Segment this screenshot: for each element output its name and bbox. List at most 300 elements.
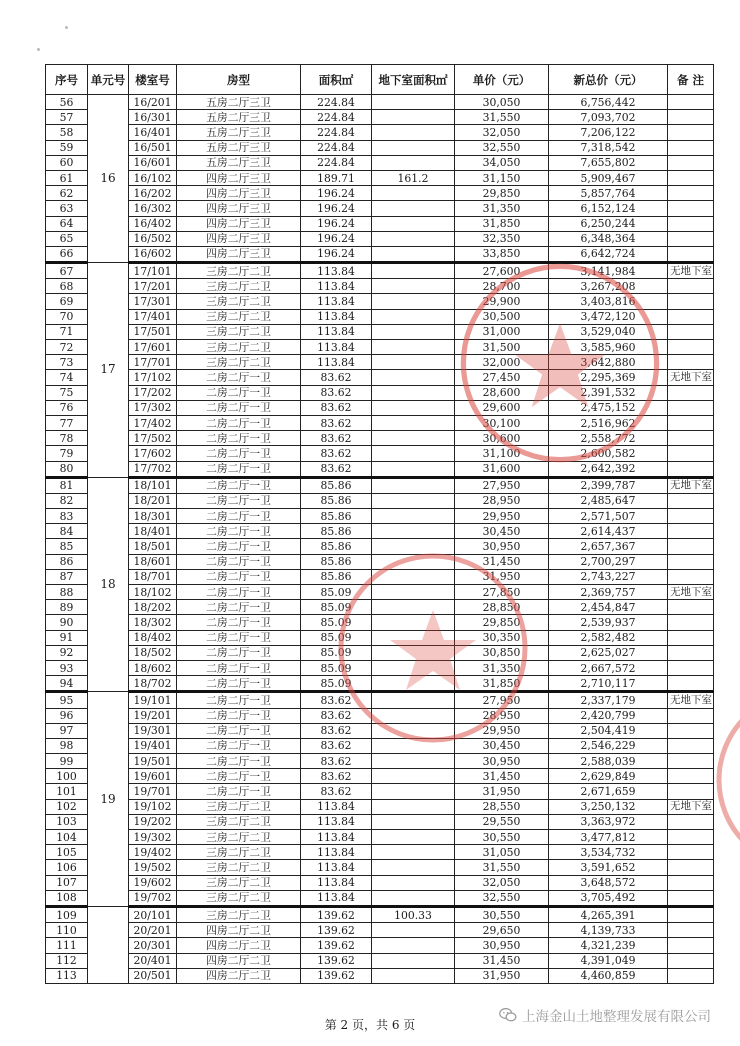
area: 139.62 [301,968,372,983]
unit-price: 28,850 [455,600,549,615]
total-price: 2,337,179 [549,692,668,708]
row-no: 88 [46,585,88,600]
basement-area [372,615,455,630]
unit-price: 29,950 [455,723,549,738]
note [668,875,714,890]
note [668,830,714,845]
note [668,738,714,753]
total-price: 2,671,659 [549,784,668,799]
total-price: 3,642,880 [549,355,668,370]
row-no: 83 [46,509,88,524]
room-no: 17/302 [129,400,177,415]
unit-price: 30,600 [455,431,549,446]
basement-area [372,370,455,385]
basement-area [372,509,455,524]
note [668,708,714,723]
note [668,524,714,539]
unit-price: 31,600 [455,461,549,477]
row-no: 87 [46,569,88,584]
basement-area [372,708,455,723]
total-price: 3,477,812 [549,830,668,845]
note: 无地下室 [668,692,714,708]
table-row [46,294,714,309]
table-row [46,968,714,983]
total-price: 2,454,847 [549,600,668,615]
row-no: 93 [46,660,88,675]
table-row [46,125,714,140]
basement-area [372,953,455,968]
room-no: 18/502 [129,645,177,660]
note [668,294,714,309]
basement-area [372,446,455,461]
area: 83.62 [301,784,372,799]
room-type: 二房二厅一卫 [177,754,301,769]
total-price: 2,642,392 [549,461,668,477]
table-row [46,600,714,615]
basement-area [372,660,455,675]
room-type: 四房二厅三卫 [177,216,301,231]
note [668,279,714,294]
table-row [46,953,714,968]
unit-price: 31,450 [455,953,549,968]
total-price: 3,403,816 [549,294,668,309]
room-no: 17/601 [129,340,177,355]
unit-price: 27,600 [455,263,549,279]
table-row [46,263,714,279]
area: 224.84 [301,140,372,155]
row-no: 112 [46,953,88,968]
row-no: 56 [46,95,88,110]
row-no: 71 [46,324,88,339]
basement-area [372,294,455,309]
total-price: 2,516,962 [549,415,668,430]
table-row [46,585,714,600]
header-note: 备 注 [668,65,714,95]
note [668,539,714,554]
room-no: 19/501 [129,754,177,769]
unit-no: 19 [88,692,129,907]
room-type: 二房二厅一卫 [177,645,301,660]
unit-price: 28,950 [455,708,549,723]
room-no: 17/201 [129,279,177,294]
room-type: 三房二厅二卫 [177,799,301,814]
note [668,309,714,324]
table-row [46,708,714,723]
basement-area [372,769,455,784]
basement-area [372,324,455,339]
header-unit: 单元号 [88,65,129,95]
note [668,784,714,799]
note [668,493,714,508]
table-row [46,923,714,938]
room-type: 五房二厅三卫 [177,140,301,155]
total-price: 2,710,117 [549,676,668,692]
unit-price: 28,950 [455,493,549,508]
row-no: 81 [46,477,88,493]
page-indicator: 第 2 页，共 6 页 [324,1018,416,1032]
unit-price: 34,050 [455,155,549,170]
unit-price: 30,550 [455,906,549,922]
total-price: 2,629,849 [549,769,668,784]
total-price: 3,534,732 [549,845,668,860]
table-row [46,324,714,339]
unit-price: 31,350 [455,201,549,216]
table-row [46,370,714,385]
row-no: 73 [46,355,88,370]
note: 无地下室 [668,263,714,279]
unit-price: 30,450 [455,524,549,539]
basement-area [372,738,455,753]
table-row [46,938,714,953]
room-no: 19/202 [129,814,177,829]
row-no: 70 [46,309,88,324]
total-price: 6,250,244 [549,216,668,231]
total-price: 4,391,049 [549,953,668,968]
room-type: 二房二厅一卫 [177,509,301,524]
table-header-row [46,65,714,95]
total-price: 3,363,972 [549,814,668,829]
row-no: 79 [46,446,88,461]
table-row [46,554,714,569]
unit-price: 30,950 [455,754,549,769]
area: 83.62 [301,461,372,477]
area: 224.84 [301,110,372,125]
table-row [46,799,714,814]
table-row [46,769,714,784]
room-no: 20/501 [129,968,177,983]
basement-area [372,539,455,554]
basement-area [372,845,455,860]
room-no: 16/602 [129,246,177,262]
room-no: 18/401 [129,524,177,539]
area: 85.09 [301,660,372,675]
area: 85.86 [301,569,372,584]
row-no: 94 [46,676,88,692]
row-no: 76 [46,400,88,415]
unit-price: 29,650 [455,923,549,938]
unit-price: 29,900 [455,294,549,309]
table-row [46,692,714,708]
note [668,845,714,860]
area: 83.62 [301,385,372,400]
total-price: 6,642,724 [549,246,668,262]
area: 85.09 [301,645,372,660]
room-no: 17/502 [129,431,177,446]
area: 83.62 [301,738,372,753]
unit-price: 31,450 [455,554,549,569]
row-no: 105 [46,845,88,860]
basement-area [372,875,455,890]
room-no: 19/302 [129,830,177,845]
unit-price: 27,850 [455,585,549,600]
note [668,615,714,630]
basement-area [372,676,455,692]
row-no: 78 [46,431,88,446]
total-price: 4,265,391 [549,906,668,922]
total-price: 3,250,132 [549,799,668,814]
note [668,860,714,875]
table-row [46,890,714,906]
room-no: 19/702 [129,890,177,906]
note [668,754,714,769]
room-no: 16/502 [129,231,177,246]
note [668,324,714,339]
table-row [46,95,714,110]
total-price: 2,743,227 [549,569,668,584]
row-no: 110 [46,923,88,938]
unit-price: 31,050 [455,845,549,860]
table-row [46,660,714,675]
note [668,95,714,110]
row-no: 97 [46,723,88,738]
total-price: 7,655,802 [549,155,668,170]
basement-area [372,784,455,799]
table-row [46,477,714,493]
note [668,569,714,584]
row-no: 99 [46,754,88,769]
area: 85.86 [301,493,372,508]
basement-area [372,186,455,201]
room-type: 三房二厅二卫 [177,845,301,860]
basement-area [372,524,455,539]
area: 85.86 [301,539,372,554]
area: 113.84 [301,355,372,370]
total-price: 2,588,039 [549,754,668,769]
note [668,415,714,430]
unit-price: 30,950 [455,938,549,953]
unit-price: 29,550 [455,814,549,829]
room-no: 18/402 [129,630,177,645]
wechat-icon [499,1007,517,1023]
header-total-price: 新总价（元） [549,65,668,95]
area: 189.71 [301,170,372,185]
official-seal-icon [712,680,740,880]
total-price: 2,485,647 [549,493,668,508]
area: 85.09 [301,630,372,645]
area: 196.24 [301,201,372,216]
room-no: 19/301 [129,723,177,738]
room-no: 18/202 [129,600,177,615]
unit-price: 30,050 [455,95,549,110]
note [668,968,714,983]
room-no: 16/102 [129,170,177,185]
unit-price: 32,550 [455,890,549,906]
total-price: 2,558,772 [549,431,668,446]
area: 196.24 [301,216,372,231]
room-no: 17/602 [129,446,177,461]
room-type: 五房二厅三卫 [177,95,301,110]
note [668,201,714,216]
row-no: 90 [46,615,88,630]
row-no: 62 [46,186,88,201]
basement-area: 161.2 [372,170,455,185]
table-row [46,630,714,645]
area: 139.62 [301,906,372,922]
room-no: 18/102 [129,585,177,600]
table-row [46,723,714,738]
table-row [46,309,714,324]
room-type: 二房二厅一卫 [177,660,301,675]
row-no: 66 [46,246,88,262]
note [668,554,714,569]
row-no: 59 [46,140,88,155]
area: 113.84 [301,309,372,324]
room-type: 三房二厅二卫 [177,309,301,324]
basement-area [372,754,455,769]
area: 113.84 [301,860,372,875]
row-no: 61 [46,170,88,185]
note [668,340,714,355]
room-type: 二房二厅一卫 [177,431,301,446]
row-no: 72 [46,340,88,355]
note [668,630,714,645]
room-no: 18/701 [129,569,177,584]
header-basement-area: 地下室面积㎡ [372,65,455,95]
total-price: 4,321,239 [549,938,668,953]
unit-price: 31,950 [455,569,549,584]
room-type: 四房二厅二卫 [177,938,301,953]
row-no: 67 [46,263,88,279]
area: 113.84 [301,890,372,906]
room-no: 19/401 [129,738,177,753]
row-no: 82 [46,493,88,508]
room-no: 17/101 [129,263,177,279]
row-no: 92 [46,645,88,660]
table-row [46,415,714,430]
basement-area [372,415,455,430]
room-type: 三房二厅二卫 [177,263,301,279]
basement-area [372,340,455,355]
price-table [45,64,714,984]
total-price: 2,295,369 [549,370,668,385]
total-price: 5,909,467 [549,170,668,185]
table-row [46,461,714,477]
note [668,938,714,953]
row-no: 113 [46,968,88,983]
unit-price: 27,950 [455,477,549,493]
room-type: 二房二厅一卫 [177,615,301,630]
total-price: 2,369,757 [549,585,668,600]
row-no: 104 [46,830,88,845]
room-type: 二房二厅一卫 [177,446,301,461]
total-price: 2,700,297 [549,554,668,569]
total-price: 7,318,542 [549,140,668,155]
room-no: 19/701 [129,784,177,799]
unit-price: 29,850 [455,615,549,630]
room-type: 二房二厅一卫 [177,415,301,430]
area: 196.24 [301,246,372,262]
room-type: 五房二厅三卫 [177,125,301,140]
total-price: 2,504,419 [549,723,668,738]
row-no: 91 [46,630,88,645]
area: 85.09 [301,600,372,615]
room-type: 二房二厅一卫 [177,708,301,723]
unit-price: 33,850 [455,246,549,262]
area: 139.62 [301,938,372,953]
row-no: 103 [46,814,88,829]
table-row [46,400,714,415]
row-no: 77 [46,415,88,430]
note [668,186,714,201]
total-price: 4,460,859 [549,968,668,983]
room-type: 二房二厅一卫 [177,400,301,415]
area: 85.86 [301,524,372,539]
room-no: 16/202 [129,186,177,201]
basement-area [372,385,455,400]
unit-price: 30,550 [455,830,549,845]
basement-area: 100.33 [372,906,455,922]
table-row [46,860,714,875]
row-no: 60 [46,155,88,170]
room-no: 20/201 [129,923,177,938]
note [668,155,714,170]
note: 无地下室 [668,370,714,385]
unit-price: 28,600 [455,385,549,400]
room-type: 二房二厅一卫 [177,676,301,692]
unit-price: 29,850 [455,186,549,201]
unit-price: 30,500 [455,309,549,324]
total-price: 7,093,702 [549,110,668,125]
room-type: 四房二厅三卫 [177,201,301,216]
area: 113.84 [301,279,372,294]
area: 83.62 [301,708,372,723]
unit-price: 31,500 [455,340,549,355]
header-type: 房型 [177,65,301,95]
table-row [46,615,714,630]
room-no: 18/201 [129,493,177,508]
row-no: 74 [46,370,88,385]
unit-price: 31,000 [455,324,549,339]
total-price: 3,585,960 [549,340,668,355]
basement-area [372,140,455,155]
row-no: 89 [46,600,88,615]
unit-price: 29,600 [455,400,549,415]
total-price: 3,591,652 [549,860,668,875]
room-no: 16/302 [129,201,177,216]
note [668,509,714,524]
unit-price: 32,050 [455,125,549,140]
unit-price: 31,550 [455,110,549,125]
note [668,400,714,415]
room-type: 二房二厅一卫 [177,600,301,615]
room-type: 二房二厅一卫 [177,723,301,738]
row-no: 101 [46,784,88,799]
room-type: 五房二厅三卫 [177,110,301,125]
area: 83.62 [301,431,372,446]
total-price: 2,391,532 [549,385,668,400]
room-no: 17/501 [129,324,177,339]
unit-price: 32,550 [455,140,549,155]
row-no: 100 [46,769,88,784]
note [668,246,714,262]
basement-area [372,799,455,814]
row-no: 95 [46,692,88,708]
note [668,906,714,922]
table-body [46,95,714,984]
room-type: 二房二厅一卫 [177,585,301,600]
note [668,923,714,938]
total-price: 2,614,437 [549,524,668,539]
room-no: 16/501 [129,140,177,155]
basement-area [372,201,455,216]
room-no: 18/301 [129,509,177,524]
unit-price: 30,950 [455,539,549,554]
header-no: 序号 [46,65,88,95]
note [668,231,714,246]
area: 83.62 [301,754,372,769]
table-row [46,875,714,890]
header-area: 面积㎡ [301,65,372,95]
